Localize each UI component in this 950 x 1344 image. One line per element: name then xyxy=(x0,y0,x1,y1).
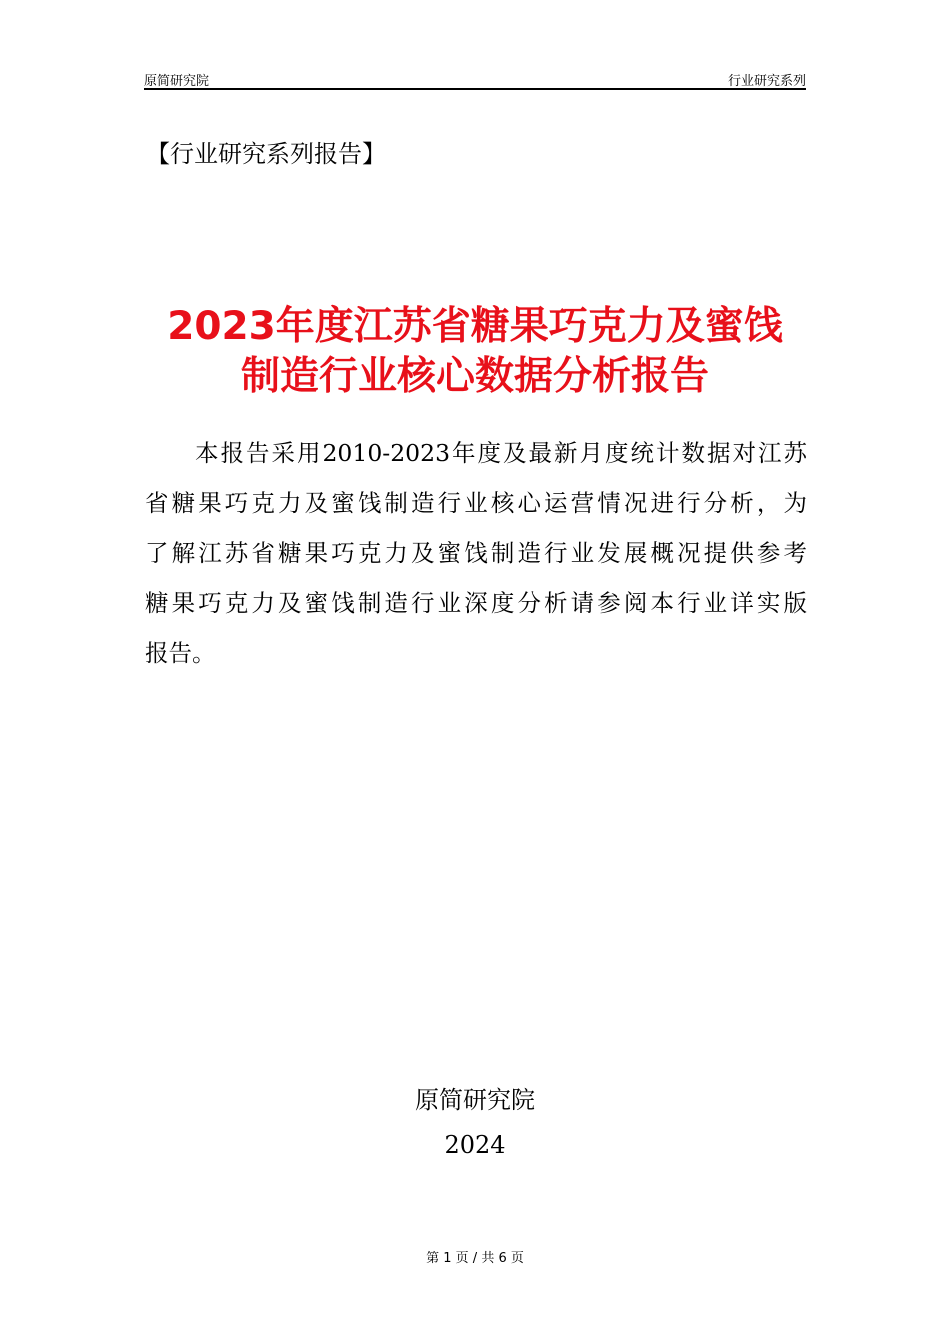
abstract-line: 了解江苏省糖果巧克力及蜜饯制造行业发展概况提供参考 xyxy=(145,539,807,567)
header-series: 行业研究系列 xyxy=(727,74,806,89)
header-publisher: 原简研究院 xyxy=(144,74,210,89)
abstract-paragraph xyxy=(145,428,807,678)
abstract-line: 糖果巧克力及蜜饯制造行业深度分析请参阅本行业详实版 xyxy=(145,589,807,617)
title-line: 制造行业核心数据分析报告 xyxy=(240,354,709,399)
title-line: 2023年度江苏省糖果巧克力及蜜饯 xyxy=(167,304,783,349)
abstract-line: 省糖果巧克力及蜜饯制造行业核心运营情况进行分析，为 xyxy=(145,489,807,517)
publisher-name: 原简研究院 xyxy=(415,1086,535,1114)
series-label: 【行业研究系列报告】 xyxy=(146,140,386,168)
page-indicator: 第 1 页 / 共 6 页 xyxy=(426,1251,524,1266)
page-header xyxy=(144,68,806,90)
abstract-line: 报告。 xyxy=(145,639,216,667)
report-title xyxy=(0,302,950,402)
publication-year: 2024 xyxy=(444,1131,506,1159)
abstract-line: 本报告采用2010-2023年度及最新月度统计数据对江苏 xyxy=(195,439,807,467)
